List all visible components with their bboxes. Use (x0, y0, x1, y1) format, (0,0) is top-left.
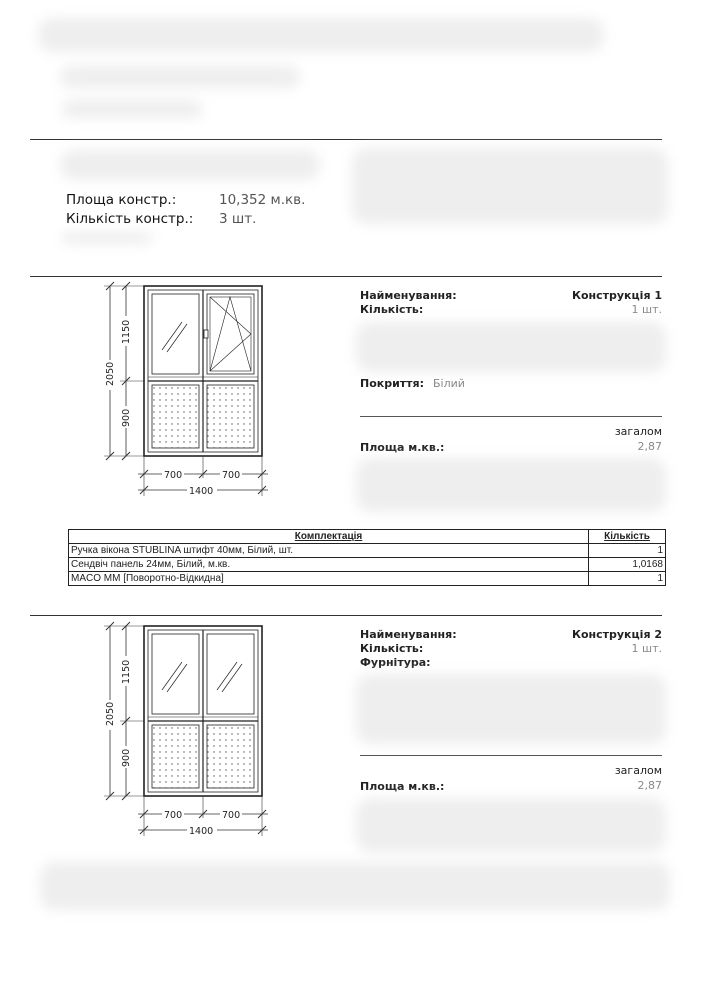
summary-blur-left (60, 150, 320, 180)
dim-top: 1150 (121, 319, 132, 344)
dim-right-width: 700 (222, 470, 241, 481)
c2-info-blur (356, 674, 666, 744)
spec-col-item: Комплектація (69, 530, 589, 544)
c2-name-label: Найменування: (360, 628, 457, 641)
table-row (69, 558, 666, 572)
spec-qty: 1 (589, 544, 666, 558)
dim-right-width: 700 (222, 810, 241, 821)
c2-qty-value: 1 шт. (631, 642, 662, 655)
c2-total-label: загалом (614, 764, 662, 777)
dim-top: 1150 (121, 659, 132, 684)
c1-cover-value: Білий (433, 377, 465, 390)
c2-bottom-blur (356, 798, 666, 852)
summary-area-value: 10,352 м.кв. (219, 192, 306, 208)
footer-blur (40, 862, 670, 910)
divider-3 (30, 615, 662, 616)
summary-blur-bottom (62, 232, 152, 244)
table-row (69, 544, 666, 558)
c1-name-label: Найменування: (360, 289, 457, 302)
c2-separator (360, 755, 662, 756)
header-blur-3 (62, 100, 202, 118)
table-row (69, 572, 666, 586)
spec-qty: 1,0168 (589, 558, 666, 572)
spec-col-qty: Кількість (589, 530, 666, 544)
dim-bottom: 900 (121, 408, 132, 427)
c1-separator (360, 416, 662, 417)
spec-qty: 1 (589, 572, 666, 586)
summary-count-label: Кількість констр.: (66, 211, 194, 227)
dim-bottom: 900 (121, 748, 132, 767)
divider-2 (30, 276, 662, 277)
dim-total-width: 1400 (189, 486, 214, 497)
spec-item: MACO MM [Поворотно-Відкидна] (69, 572, 589, 586)
summary-blur-right (352, 148, 668, 224)
c1-name-value: Конструкція 1 (571, 289, 662, 302)
summary-count-value: 3 шт. (219, 211, 257, 227)
construction-1-drawing (98, 278, 273, 500)
dim-left-width: 700 (164, 810, 183, 821)
header-blur-2 (60, 66, 300, 88)
header-blur (38, 18, 604, 52)
divider-1 (30, 139, 662, 140)
c1-area-value: 2,87 (637, 440, 662, 453)
construction-2-drawing (98, 618, 273, 840)
dim-total-width: 1400 (189, 826, 214, 837)
c1-qty-value: 1 шт. (631, 303, 662, 316)
c2-qty-label: Кількість: (360, 642, 424, 655)
spec-table-header (69, 530, 666, 544)
spec-table (68, 529, 666, 586)
c2-area-value: 2,87 (637, 779, 662, 792)
dim-height: 2050 (105, 701, 116, 726)
c2-area-label: Площа м.кв.: (360, 780, 445, 793)
c2-hardware-label: Фурнітура: (360, 656, 431, 669)
spec-item: Сендвіч панель 24мм, Білий, м.кв. (69, 558, 589, 572)
summary-area-label: Площа констр.: (66, 192, 177, 208)
dim-height: 2050 (105, 361, 116, 386)
c1-bottom-blur (356, 458, 666, 512)
c1-info-blur (356, 322, 666, 372)
c1-cover-label: Покриття: (360, 377, 425, 390)
spec-item: Ручка вікона STUBLINA штифт 40мм, Білий, шт. (69, 544, 589, 558)
c1-area-label: Площа м.кв.: (360, 441, 445, 454)
dim-left-width: 700 (164, 470, 183, 481)
c1-qty-label: Кількість: (360, 303, 424, 316)
c2-name-value: Конструкція 2 (571, 628, 662, 641)
c1-total-label: загалом (614, 425, 662, 438)
